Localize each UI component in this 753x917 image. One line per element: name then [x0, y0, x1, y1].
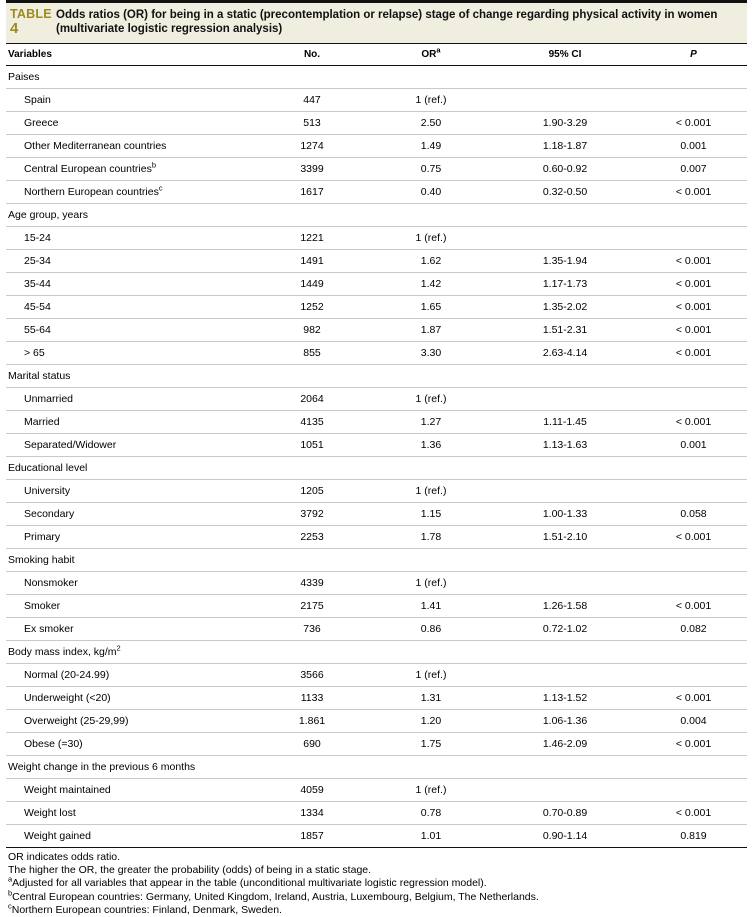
- table-group-row: [6, 365, 747, 388]
- cell-or: 1.15: [372, 503, 490, 526]
- cell-no: 1491: [252, 250, 372, 273]
- cell-no: 2253: [252, 526, 372, 549]
- cell-p: 0.058: [640, 503, 747, 526]
- variable-label: 25-34: [24, 255, 51, 267]
- cell-or: 1.20: [372, 710, 490, 733]
- cell-or: 1.65: [372, 296, 490, 319]
- cell-p: < 0.001: [640, 342, 747, 365]
- cell-no: 513: [252, 112, 372, 135]
- variable-label: Married: [24, 416, 60, 428]
- footnote-text: Northern European countries: Finland, Denmark, Sweden.: [11, 903, 282, 916]
- cell-p: [640, 480, 747, 503]
- cell-p: < 0.001: [640, 802, 747, 825]
- variable-label: 45-54: [24, 301, 51, 313]
- variable-label: Overweight (25-29,99): [24, 715, 129, 727]
- variable-label: 15-24: [24, 232, 51, 244]
- cell-or: 1 (ref.): [372, 227, 490, 250]
- cell-or: 2.50: [372, 112, 490, 135]
- cell-no: 1857: [252, 825, 372, 848]
- variable-label: Smoker: [24, 600, 61, 612]
- cell-ci: [490, 227, 640, 250]
- variable-label: Weight lost: [24, 807, 76, 819]
- cell-p: < 0.001: [640, 687, 747, 710]
- cell-variable: [6, 158, 252, 181]
- cell-no: 1252: [252, 296, 372, 319]
- cell-or: 1.27: [372, 411, 490, 434]
- cell-ci: [490, 549, 640, 572]
- cell-variable: [6, 526, 252, 549]
- table-row: [6, 411, 747, 434]
- footnote: [8, 888, 743, 904]
- cell-variable: [6, 687, 252, 710]
- variable-footnote-marker: c: [158, 183, 163, 193]
- cell-or: 1.42: [372, 273, 490, 296]
- cell-variable: [6, 825, 252, 848]
- cell-variable: [6, 572, 252, 595]
- cell-p: < 0.001: [640, 595, 747, 618]
- cell-ci: 1.35-2.02: [490, 296, 640, 319]
- variable-label: Spain: [24, 94, 51, 106]
- table-group-row: [6, 204, 747, 227]
- footnote: [8, 874, 743, 890]
- table-row: [6, 595, 747, 618]
- cell-p: 0.819: [640, 825, 747, 848]
- cell-p: 0.001: [640, 434, 747, 457]
- cell-p: 0.007: [640, 158, 747, 181]
- cell-or: 1.49: [372, 135, 490, 158]
- variable-label: Marital status: [8, 370, 71, 382]
- cell-ci: 0.70-0.89: [490, 802, 640, 825]
- variable-label: Other Mediterranean countries: [24, 140, 167, 152]
- footnote: [8, 864, 743, 877]
- cell-or: 1 (ref.): [372, 480, 490, 503]
- table-row: [6, 296, 747, 319]
- cell-or: 0.75: [372, 158, 490, 181]
- cell-ci: [490, 388, 640, 411]
- cell-no: 1221: [252, 227, 372, 250]
- footnote: [8, 901, 743, 917]
- cell-ci: [490, 365, 640, 388]
- cell-or: 1 (ref.): [372, 89, 490, 112]
- variable-label: Weight maintained: [24, 784, 111, 796]
- table-row: [6, 618, 747, 641]
- footnote-text: The higher the OR, the greater the probability (odds) of being in a static stage.: [8, 864, 372, 877]
- cell-no: [252, 457, 372, 480]
- cell-no: 982: [252, 319, 372, 342]
- cell-or: [372, 204, 490, 227]
- cell-or: 1.87: [372, 319, 490, 342]
- variable-label: Underweight (<20): [24, 692, 111, 704]
- cell-or: 1 (ref.): [372, 664, 490, 687]
- table-row: [6, 227, 747, 250]
- cell-no: [252, 641, 372, 664]
- cell-or: 1.75: [372, 733, 490, 756]
- cell-p: [640, 204, 747, 227]
- cell-ci: 0.72-1.02: [490, 618, 640, 641]
- cell-ci: [490, 779, 640, 802]
- cell-no: 1205: [252, 480, 372, 503]
- variable-label: Smoking habit: [8, 554, 75, 566]
- cell-or: 1 (ref.): [372, 388, 490, 411]
- table-label: [6, 3, 52, 43]
- cell-variable: [6, 135, 252, 158]
- odds-ratio-table: [6, 44, 747, 848]
- cell-ci: [490, 457, 640, 480]
- cell-no: 855: [252, 342, 372, 365]
- cell-ci: 1.35-1.94: [490, 250, 640, 273]
- table-row: [6, 503, 747, 526]
- cell-ci: 0.90-1.14: [490, 825, 640, 848]
- cell-no: 1334: [252, 802, 372, 825]
- cell-no: [252, 204, 372, 227]
- cell-p: [640, 641, 747, 664]
- cell-variable: [6, 480, 252, 503]
- cell-ci: 1.06-1.36: [490, 710, 640, 733]
- footnote-marker: c: [8, 901, 12, 911]
- cell-variable: [6, 779, 252, 802]
- cell-no: 4339: [252, 572, 372, 595]
- cell-ci: [490, 89, 640, 112]
- cell-ci: 1.51-2.10: [490, 526, 640, 549]
- table-row: [6, 710, 747, 733]
- cell-or: 3.30: [372, 342, 490, 365]
- cell-or: 0.78: [372, 802, 490, 825]
- cell-variable: [6, 802, 252, 825]
- variable-label: Body mass index, kg/m: [8, 646, 117, 658]
- cell-ci: [490, 204, 640, 227]
- variable-footnote-marker: b: [151, 160, 156, 170]
- cell-or: 1 (ref.): [372, 572, 490, 595]
- cell-or: 1.36: [372, 434, 490, 457]
- cell-or: 1 (ref.): [372, 779, 490, 802]
- cell-no: [252, 365, 372, 388]
- cell-no: 3566: [252, 664, 372, 687]
- table-group-row: [6, 549, 747, 572]
- cell-ci: [490, 664, 640, 687]
- cell-variable: [6, 319, 252, 342]
- cell-or: [372, 66, 490, 89]
- cell-p: [640, 457, 747, 480]
- cell-or: 1.31: [372, 687, 490, 710]
- cell-p: [640, 89, 747, 112]
- cell-ci: 1.46-2.09: [490, 733, 640, 756]
- variable-label: Greece: [24, 117, 59, 129]
- table-row: [6, 89, 747, 112]
- variable-label: > 65: [24, 347, 45, 359]
- column-header-no: No.: [252, 44, 372, 66]
- cell-ci: 0.32-0.50: [490, 181, 640, 204]
- variable-label: Normal (20-24.99): [24, 669, 110, 681]
- cell-variable: [6, 227, 252, 250]
- cell-or: 0.40: [372, 181, 490, 204]
- table-row: [6, 388, 747, 411]
- table-row: [6, 664, 747, 687]
- cell-ci: [490, 756, 640, 779]
- cell-ci: 2.63-4.14: [490, 342, 640, 365]
- table-footnotes: [6, 848, 747, 917]
- cell-variable: [6, 342, 252, 365]
- cell-or: 0.86: [372, 618, 490, 641]
- cell-no: [252, 66, 372, 89]
- cell-ci: 0.60-0.92: [490, 158, 640, 181]
- table-row: [6, 480, 747, 503]
- variable-label: Educational level: [8, 462, 88, 474]
- table-row: [6, 250, 747, 273]
- cell-no: 3792: [252, 503, 372, 526]
- cell-p: [640, 756, 747, 779]
- table-row: [6, 135, 747, 158]
- table-row: [6, 273, 747, 296]
- cell-variable: [6, 388, 252, 411]
- table-row: [6, 802, 747, 825]
- variable-label: Unmarried: [24, 393, 74, 405]
- cell-p: < 0.001: [640, 181, 747, 204]
- cell-p: < 0.001: [640, 112, 747, 135]
- cell-variable: [6, 549, 252, 572]
- table-row: [6, 526, 747, 549]
- table-row: [6, 158, 747, 181]
- cell-ci: 1.26-1.58: [490, 595, 640, 618]
- column-header-or: [372, 44, 490, 66]
- cell-variable: [6, 434, 252, 457]
- footnote-text: Adjusted for all variables that appear in the table (unconditional multivariate logistic regression model).: [12, 877, 487, 890]
- cell-variable: [6, 181, 252, 204]
- cell-no: 3399: [252, 158, 372, 181]
- cell-no: 4059: [252, 779, 372, 802]
- variable-label: Northern European countries: [24, 186, 159, 198]
- variable-label: Age group, years: [8, 209, 88, 221]
- cell-or: 1.78: [372, 526, 490, 549]
- cell-ci: 1.00-1.33: [490, 503, 640, 526]
- variable-label: Obese (=30): [24, 738, 83, 750]
- table-body: [6, 66, 747, 848]
- footnote-marker: a: [8, 874, 13, 884]
- cell-no: 1449: [252, 273, 372, 296]
- cell-no: 736: [252, 618, 372, 641]
- cell-variable: [6, 204, 252, 227]
- variable-label: 55-64: [24, 324, 51, 336]
- cell-no: 690: [252, 733, 372, 756]
- variable-footnote-marker: 2: [116, 643, 121, 653]
- cell-variable: [6, 595, 252, 618]
- table-row: [6, 779, 747, 802]
- table-head: [6, 44, 747, 66]
- table-row: [6, 342, 747, 365]
- cell-variable: [6, 66, 252, 89]
- header-row: [6, 44, 747, 66]
- cell-no: 2064: [252, 388, 372, 411]
- footnote-marker: b: [8, 888, 13, 898]
- cell-p: < 0.001: [640, 411, 747, 434]
- cell-p: < 0.001: [640, 250, 747, 273]
- cell-p: < 0.001: [640, 319, 747, 342]
- cell-p: < 0.001: [640, 733, 747, 756]
- variable-label: Nonsmoker: [24, 577, 78, 589]
- table-number: 4: [10, 20, 19, 37]
- cell-p: [640, 572, 747, 595]
- cell-no: [252, 549, 372, 572]
- cell-or: [372, 756, 490, 779]
- cell-p: [640, 66, 747, 89]
- cell-variable: [6, 365, 252, 388]
- cell-ci: 1.13-1.63: [490, 434, 640, 457]
- variable-label: Ex smoker: [24, 623, 74, 635]
- cell-or: 1.62: [372, 250, 490, 273]
- column-header-or-footnote-marker: a: [436, 45, 441, 55]
- cell-p: [640, 365, 747, 388]
- table-row: [6, 181, 747, 204]
- table-group-row: [6, 756, 747, 779]
- cell-or: [372, 365, 490, 388]
- column-header-variables: Variables: [6, 44, 252, 66]
- cell-ci: [490, 66, 640, 89]
- cell-variable: [6, 618, 252, 641]
- cell-or: 1.01: [372, 825, 490, 848]
- variable-label: Central European countries: [24, 163, 152, 175]
- cell-variable: [6, 733, 252, 756]
- table-row: [6, 434, 747, 457]
- column-header-p: P: [640, 44, 747, 66]
- table-row: [6, 733, 747, 756]
- footnote-text: OR indicates odds ratio.: [8, 851, 121, 863]
- table-row: [6, 825, 747, 848]
- cell-no: 447: [252, 89, 372, 112]
- cell-variable: [6, 411, 252, 434]
- variable-label: Paises: [8, 71, 40, 83]
- cell-p: [640, 549, 747, 572]
- table-title: Odds ratios (OR) for being in a static (precontemplation or relapse) stage of change regarding physical activity in women (multivariate logistic regression analysis): [56, 9, 718, 35]
- table-group-row: [6, 641, 747, 664]
- cell-ci: 1.90-3.29: [490, 112, 640, 135]
- cell-no: 1.861: [252, 710, 372, 733]
- cell-variable: [6, 250, 252, 273]
- cell-no: 2175: [252, 595, 372, 618]
- cell-or: 1.41: [372, 595, 490, 618]
- cell-variable: [6, 710, 252, 733]
- cell-variable: [6, 296, 252, 319]
- variable-label: Primary: [24, 531, 61, 543]
- cell-or: [372, 641, 490, 664]
- cell-p: 0.004: [640, 710, 747, 733]
- table-group-row: [6, 457, 747, 480]
- cell-ci: 1.51-2.31: [490, 319, 640, 342]
- variable-label: 35-44: [24, 278, 51, 290]
- cell-or: [372, 549, 490, 572]
- cell-ci: [490, 480, 640, 503]
- footnote: [8, 851, 743, 864]
- cell-no: 1133: [252, 687, 372, 710]
- cell-variable: [6, 664, 252, 687]
- cell-p: [640, 664, 747, 687]
- footnote-text: Central European countries: Germany, United Kingdom, Ireland, Austria, Luxembourg, Belgium, The Netherlands.: [12, 890, 539, 903]
- cell-no: 1617: [252, 181, 372, 204]
- cell-ci: 1.18-1.87: [490, 135, 640, 158]
- column-header-or-text: OR: [421, 49, 437, 60]
- cell-ci: 1.17-1.73: [490, 273, 640, 296]
- cell-p: < 0.001: [640, 296, 747, 319]
- cell-ci: 1.13-1.52: [490, 687, 640, 710]
- cell-no: 4135: [252, 411, 372, 434]
- cell-variable: [6, 89, 252, 112]
- table-label-text: TABLE: [10, 7, 52, 21]
- cell-variable: [6, 503, 252, 526]
- cell-or: [372, 457, 490, 480]
- cell-ci: [490, 641, 640, 664]
- cell-no: 1274: [252, 135, 372, 158]
- variable-label: Weight change in the previous 6 months: [8, 761, 196, 773]
- table-row: [6, 112, 747, 135]
- variable-label: Secondary: [24, 508, 75, 520]
- column-header-ci: 95% CI: [490, 44, 640, 66]
- cell-variable: [6, 756, 252, 779]
- cell-variable: [6, 273, 252, 296]
- cell-no: 1051: [252, 434, 372, 457]
- cell-p: [640, 388, 747, 411]
- cell-p: [640, 227, 747, 250]
- table-banner: [6, 0, 747, 44]
- table-group-row: [6, 66, 747, 89]
- cell-p: 0.082: [640, 618, 747, 641]
- cell-no: [252, 756, 372, 779]
- table-row: [6, 319, 747, 342]
- cell-variable: [6, 457, 252, 480]
- cell-ci: 1.11-1.45: [490, 411, 640, 434]
- cell-ci: [490, 572, 640, 595]
- variable-label: Separated/Widower: [24, 439, 117, 451]
- cell-p: 0.001: [640, 135, 747, 158]
- cell-p: < 0.001: [640, 526, 747, 549]
- cell-variable: [6, 641, 252, 664]
- table-row: [6, 572, 747, 595]
- cell-p: [640, 779, 747, 802]
- table-row: [6, 687, 747, 710]
- variable-label: Weight gained: [24, 830, 91, 842]
- cell-p: < 0.001: [640, 273, 747, 296]
- variable-label: University: [24, 485, 71, 497]
- cell-variable: [6, 112, 252, 135]
